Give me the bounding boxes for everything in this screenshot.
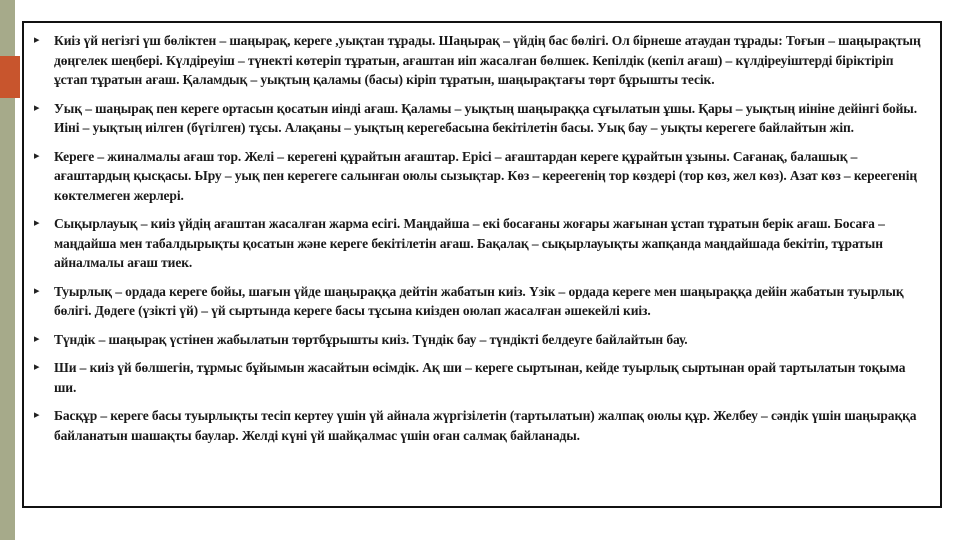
arrow-bullet-icon: ▸ <box>34 361 40 373</box>
list-item-text: Ши – киіз үй бөлшегін, тұрмыс бұйымын жасайтын өсімдік. Ақ ши – кереге сыртынан, кейде туырлық сыртынан орай тартылатын тоқыма ши. <box>54 360 906 395</box>
arrow-bullet-icon: ▸ <box>34 149 40 162</box>
list-item <box>34 358 930 397</box>
arrow-bullet-icon: ▸ <box>34 217 40 229</box>
list-item <box>34 330 930 350</box>
list-item-text: Киіз үй негізгі үш бөліктен – шаңырақ, кереге ,уықтан тұрады. Шаңырақ – үйдің бас бөлігі. Ол бірнеше атаудан тұрады: Тоғын – шаңырақтың дөңгелек шеңбері. Күлдіреуіш – түнекті көтеріп тұратын, ағаштан иіп жасалған бөлшек. Кепілдік (кепіл ағаш) – күлдіреуіштерді біріктіріп ұстап тұратын ағаш. Қаламдық – уықтың қаламы (басы) кіріп тұратын, шаңырақтағы төрт бұрышты тесік. <box>54 33 921 87</box>
content-box <box>22 21 942 508</box>
list-item <box>34 282 930 321</box>
bullet-list <box>34 31 930 445</box>
list-item-text: Уық – шаңырақ пен кереге ортасын қосатын иінді ағаш. Қаламы – уықтың шаңыраққа сұғылатын ұшы. Қары – уықтың иініне дейінгі бойы. Иіні – уықтың иілген (бүгілген) тұсы. Алақаны – уықтың керегебасына бекітілетін басы. Уық бау – уықты керегеге байлайтын жіп. <box>54 100 917 135</box>
arrow-bullet-icon: ▸ <box>34 409 40 421</box>
list-item-text: Басқұр – кереге басы туырлықты тесіп кертеу үшін үй айнала жүргізілетін (тартылатын) жалпақ оюлы құр. Желбеу – сәндік үшін шаңыраққа байланатын шашақты баулар. Желді күні үй шайқалмас үшін оған салмақ байланады. <box>54 408 917 443</box>
arrow-bullet-icon: ▸ <box>34 332 40 345</box>
accent-bar <box>0 56 20 98</box>
list-item-text: Кереге – жиналмалы ағаш тор. Желі – керегені құрайтын ағаштар. Ерісі – ағаштардан кереге құрайтын ұзыны. Сағанақ, балашық – ағаштардың қысқасы. Ыру – уық пен керегеге салынған оюлы сызықтар. Көз – кереегенің тор көздері (тор көз, жел көз). Азат көз – кереегенің көктелмеген жерлері. <box>54 148 918 203</box>
list-item <box>34 406 930 445</box>
list-item <box>34 31 930 90</box>
list-item <box>34 214 930 273</box>
list-item <box>34 99 930 138</box>
arrow-bullet-icon: ▸ <box>34 34 40 46</box>
list-item-text: Түндік – шаңырақ үстінен жабылатын төртбұрышты киіз. Түндік бау – түндікті белдеуге байлайтын бау. <box>54 331 688 347</box>
list-item-text: Туырлық – ордада кереге бойы, шағын үйде шаңыраққа дейтін жабатын киіз. Үзік – ордада кереге мен шаңыраққа дейін жабатын туырлық бөлігі. Дөдеге (үзікті үй) – үй сыртында кереге басы тұсына киізден оюлап жасалған әшекейлі киіз. <box>54 283 904 318</box>
list-item <box>34 147 930 206</box>
list-item-text: Сықырлауық – киіз үйдің ағаштан жасалған жарма есігі. Маңдайша – екі босағаны жоғары жағынан ұстап тұратын берік ағаш. Босаға – маңдайша мен табалдырықты қосатын және кереге бекітілетін ағаш. Бақалақ – сықырлауықты жапқанда маңдайшада бекітіп, тұратын айналмалы ағаш тиек. <box>54 216 885 270</box>
arrow-bullet-icon: ▸ <box>34 101 40 114</box>
arrow-bullet-icon: ▸ <box>34 284 40 297</box>
